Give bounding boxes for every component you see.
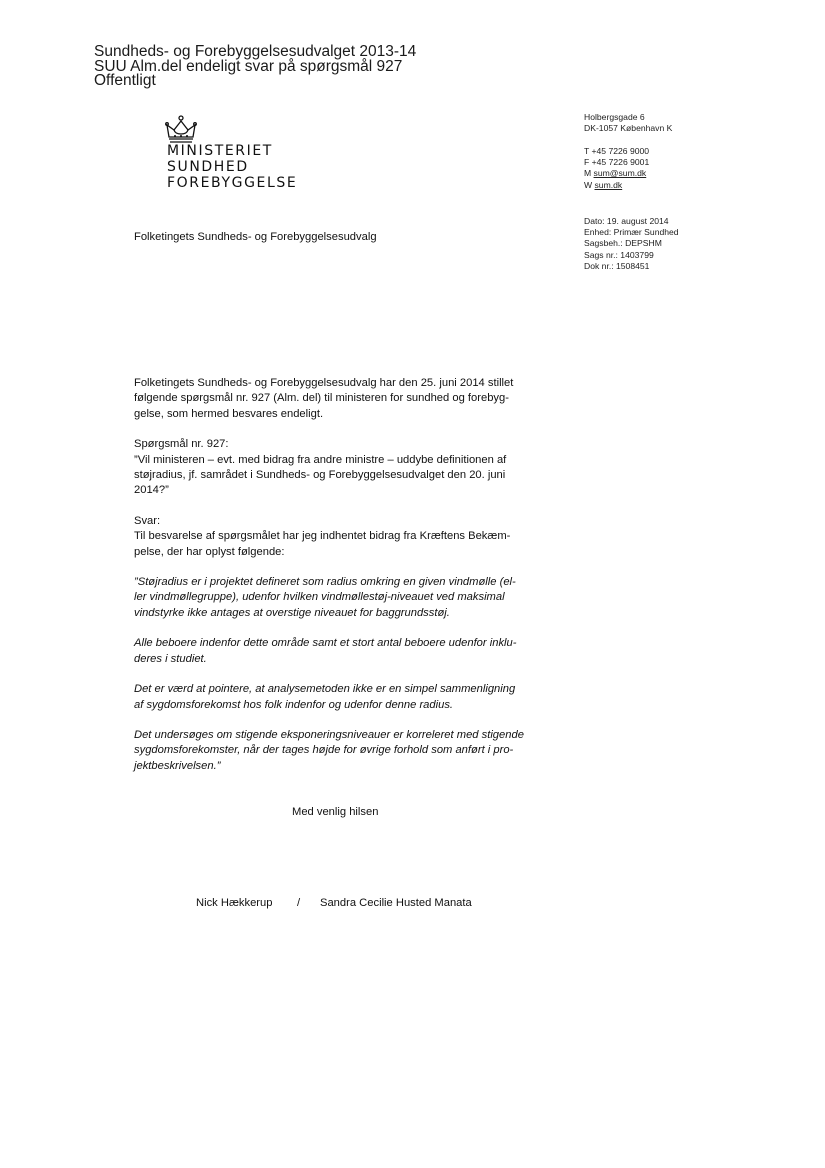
web-prefix: W xyxy=(584,179,595,190)
intro-paragraph xyxy=(134,376,554,422)
email-prefix: M xyxy=(584,168,594,179)
phone: T +45 7226 9000 xyxy=(584,146,650,156)
quote-paragraph-3 xyxy=(134,682,554,713)
classification-line: Offentligt xyxy=(94,72,156,89)
quote-line: vindstyrke ikke antages at overstige niveauet for baggrundsstøj. xyxy=(134,606,450,619)
question-heading: Spørgsmål nr. 927: xyxy=(134,438,229,451)
quote-paragraph-4 xyxy=(134,728,554,774)
quote-line: Det undersøges om stigende eksponeringsniveauer er korreleret med stigende xyxy=(134,728,524,741)
quote-line: ler vindmøllegruppe), udenfor hvilken vindmøllestøj-niveauet ved maksimal xyxy=(134,591,505,604)
case-handler: Sagsbeh.: DEPSHM xyxy=(584,238,662,249)
question-line: støjradius, jf. samrådet i Sundheds- og Forebyggelsesudvalget den 20. juni xyxy=(134,469,506,482)
street: Holbergsgade 6 xyxy=(584,112,645,122)
quote-paragraph-2 xyxy=(134,636,554,667)
question-line: ”Vil ministeren – evt. med bidrag fra andre ministre – uddybe definitionen af xyxy=(134,453,507,466)
quote-line: af sygdomsforekomst hos folk indenfor og udenfor denne radius. xyxy=(134,698,454,711)
quote-paragraph-1 xyxy=(134,575,554,621)
quote-line: Det er værd at pointere, at analysemetoden ikke er en simpel sammenligning xyxy=(134,683,516,696)
answer-line: pelse, der har oplyst følgende: xyxy=(134,545,285,558)
document-header xyxy=(94,45,416,89)
city: DK-1057 København K xyxy=(584,123,673,134)
ministry-name xyxy=(167,143,297,191)
unit: Enhed: Primær Sundhed xyxy=(584,227,679,238)
case-number: Sags nr.: 1403799 xyxy=(584,249,654,260)
signature-official: Sandra Cecilie Husted Manata xyxy=(320,897,472,909)
document-number: Dok nr.: 1508451 xyxy=(584,260,650,271)
ministry-logo xyxy=(163,115,199,145)
answer-line: Til besvarelse af spørgsmålet har jeg indhentet bidrag fra Kræftens Bekæm- xyxy=(134,530,511,543)
case-block xyxy=(584,216,679,272)
quote-line: jektbeskrivelsen.” xyxy=(134,759,221,772)
question-paragraph xyxy=(134,437,554,499)
reference-line: SUU Alm.del endeligt svar på spørgsmål 927 xyxy=(94,57,403,75)
answer-heading: Svar: xyxy=(134,514,161,527)
intro-line: gelse, som hermed besvares endeligt. xyxy=(134,407,324,420)
question-line: 2014?” xyxy=(134,484,169,497)
web-row xyxy=(584,180,649,191)
intro-line: Folketingets Sundheds- og Forebyggelsesudvalg har den 25. juni 2014 stillet xyxy=(134,377,514,389)
date: Dato: 19. august 2014 xyxy=(584,216,669,226)
ministry-line-1: MINISTERIET xyxy=(167,143,273,159)
web-link[interactable]: sum.dk xyxy=(594,179,623,190)
answer-paragraph xyxy=(134,514,554,560)
signature-separator: / xyxy=(297,897,301,909)
recipient: Folketingets Sundheds- og Forebyggelsesudvalg xyxy=(134,231,377,243)
email-link[interactable]: sum@sum.dk xyxy=(593,168,647,179)
crown-icon xyxy=(163,115,199,145)
quote-line: Alle beboere indenfor dette område samt et stort antal beboere udenfor inklu- xyxy=(134,637,517,650)
quote-line: sygdomsforekomster, når der tages højde for øvrige forhold som anført i pro- xyxy=(134,744,514,757)
quote-line: deres i studiet. xyxy=(134,652,207,665)
contact-block xyxy=(584,146,649,191)
letter-body xyxy=(134,376,554,789)
quote-line: ”Støjradius er i projektet defineret som radius omkring en given vindmølle (el- xyxy=(134,576,516,589)
email-row xyxy=(584,168,649,179)
ministry-line-2: SUNDHED xyxy=(167,159,249,175)
fax: F +45 7226 9001 xyxy=(584,157,650,168)
closing: Med venlig hilsen xyxy=(292,806,379,818)
committee-line: Sundheds- og Forebyggelsesudvalget 2013-14 xyxy=(94,43,417,60)
signature-minister: Nick Hækkerup xyxy=(196,897,273,909)
address-block xyxy=(584,112,672,134)
intro-line: følgende spørgsmål nr. 927 (Alm. del) til ministeren for sundhed og forebyg- xyxy=(134,392,509,405)
ministry-line-3: FOREBYGGELSE xyxy=(167,175,298,191)
